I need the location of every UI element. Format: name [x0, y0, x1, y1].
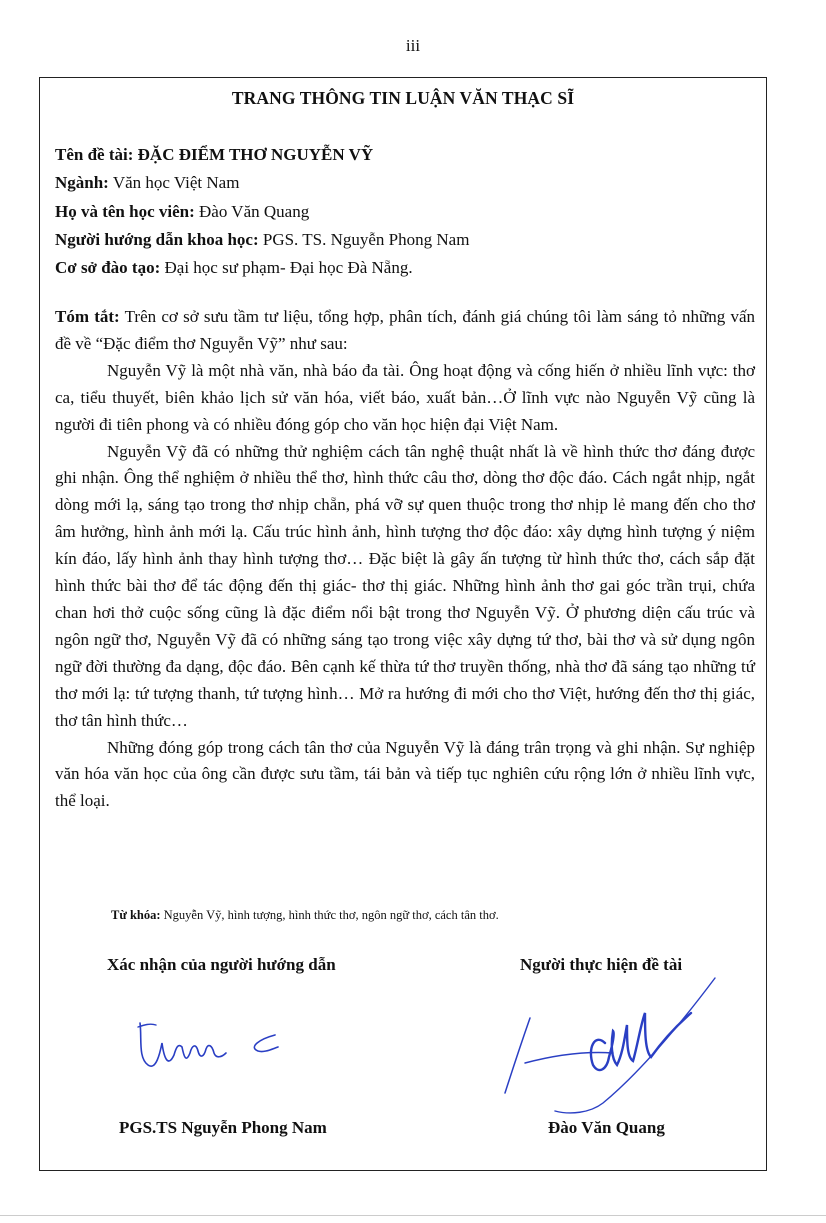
abstract-intro-text: Trên cơ sở sưu tầm tư liệu, tổng hợp, phân tích, đánh giá chúng tôi làm sáng tỏ những vấn đề về “Đặc điểm thơ Nguyễn Vỹ” như sau: [55, 307, 756, 353]
abstract-label: Tóm tắt: [55, 307, 120, 326]
advisor-line [55, 226, 469, 254]
page-bottom-edge [0, 1215, 826, 1216]
abstract-paragraph: Nguyễn Vỹ đã có những thử nghiệm cách tân nghệ thuật nhất là về hình thức thơ đáng được ghi nhận. Ông thể nghiệm ở nhiều thể thơ, hình thức câu thơ, dòng thơ độc đáo. Cách ngắt nhịp, ngắt dòng mới lạ, sáng tạo trong thơ nhịp chẵn, phá vỡ sự quen thuộc trong thơ nhịp lẻ mang đến cho thơ âm hưởng, hình ảnh mới lạ. Cấu trúc hình ảnh, hình tượng thơ độc đáo: xây dựng hình tượng ý niệm kín đáo, lấy hình ảnh thay hình tượng thơ… Đặc biệt là gây ấn tượng từ hình thức thơ, cách sắp đặt hình thức bài thơ để tác động đến thị giác- thơ thị giác. Những hình ảnh thơ gai góc trần trụi, chứa chan hơi thở cuộc sống cũng là đặc điểm nổi bật trong thơ Nguyễn Vỹ. Ở phương diện cấu trúc và ngôn ngữ thơ, Nguyễn Vỹ đã có những sáng tạo trong việc xây dựng tứ thơ, bài thơ và sử dụng ngôn ngữ đời thường đa dạng, độc đáo. Bên cạnh kế thừa tứ thơ truyền thống, nhà thơ đã sáng tạo những tứ thơ mới lạ: tứ tượng thanh, tứ tượng hình… Mở ra hướng đi mới cho thơ Việt, hướng đến thơ thị giác, thơ tân hình thức… [55, 441, 755, 730]
topic-line [55, 141, 469, 169]
student-signature-heading: Người thực hiện đề tài [520, 955, 683, 974]
major-label: Ngành: [55, 173, 109, 193]
abstract-paragraph: Những đóng góp trong cách tân thơ của Nguyễn Vỹ là đáng trân trọng và ghi nhận. Sự nghiệp văn hóa văn học của ông cần được sưu tầm, tái bản và tiếp tục nghiên cứu rộng lớn ở nhiều lĩnh vực, thể loại. [55, 737, 755, 811]
student-value: Đào Văn Quang [199, 201, 310, 221]
institution-line [55, 254, 469, 282]
page-number: iii [405, 36, 421, 55]
info-frame [39, 77, 767, 1171]
abstract-intro [55, 304, 755, 358]
student-line [55, 198, 469, 226]
student-label: Họ và tên học viên: [55, 201, 195, 221]
advisor-signature-heading: Xác nhận của người hướng dẫn [107, 955, 336, 974]
topic-value: ĐẶC ĐIỂM THƠ NGUYỄN VỸ [137, 145, 374, 164]
advisor-name: PGS.TS Nguyễn Phong Nam [119, 1118, 327, 1137]
abstract [55, 304, 755, 815]
topic-label: Tên đề tài: [55, 145, 134, 164]
keywords-value: Nguyễn Vỹ, hình tượng, hình thức thơ, ngôn ngữ thơ, cách tân thơ. [163, 908, 499, 922]
institution-label: Cơ sở đào tạo: [55, 258, 161, 278]
major-value: Văn học Việt Nam [112, 173, 240, 193]
keywords-label: Từ khóa: [111, 908, 161, 922]
student-signature [495, 973, 725, 1118]
keywords [111, 908, 499, 923]
thesis-info [55, 141, 469, 282]
major-line [55, 169, 469, 197]
advisor-label: Người hướng dẫn khoa học: [55, 229, 259, 249]
abstract-paragraph: Nguyễn Vỹ là một nhà văn, nhà báo đa tài. Ông hoạt động và cống hiến ở nhiều lĩnh vực: thơ ca, tiểu thuyết, biên khảo lịch sử văn hóa, viết báo, xuất bản…Ở lĩnh vực nào Nguyễn Vỹ cũng là người đi tiên phong và có nhiều đóng góp cho văn học hiện đại Việt Nam. [55, 360, 755, 434]
page-title: TRANG THÔNG TIN LUẬN VĂN THẠC SĨ [231, 88, 575, 108]
advisor-signature [130, 1013, 290, 1083]
institution-value: Đại học sư phạm- Đại học Đà Nẵng. [164, 258, 413, 278]
student-name: Đào Văn Quang [548, 1118, 665, 1137]
advisor-value: PGS. TS. Nguyễn Phong Nam [262, 229, 470, 249]
